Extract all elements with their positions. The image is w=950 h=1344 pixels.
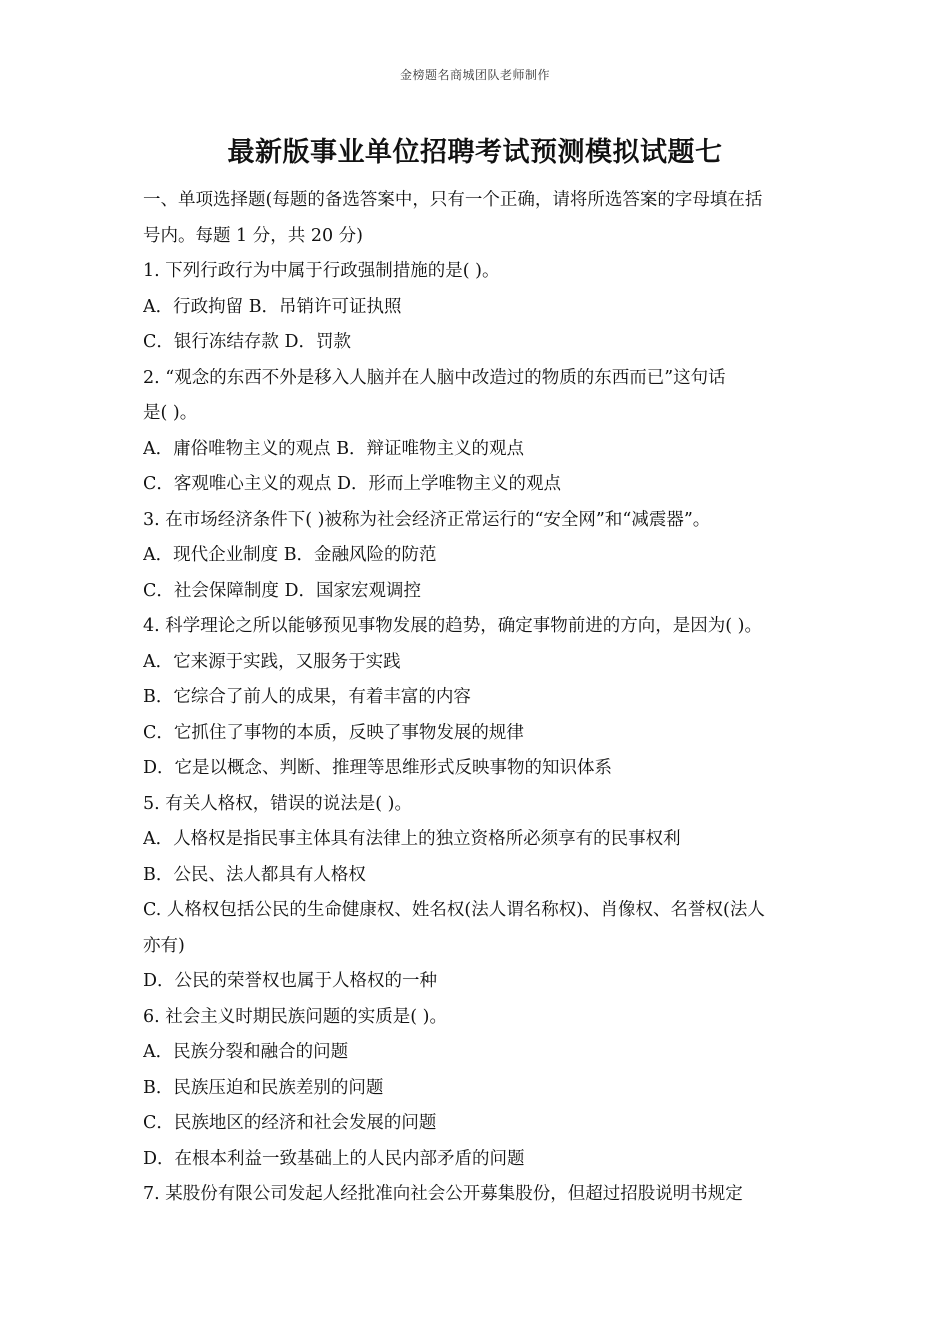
text-line: A．民族分裂和融合的问题	[143, 1042, 349, 1062]
text-line: C．它抓住了事物的本质，反映了事物发展的规律	[143, 722, 524, 743]
text-line: 一、单项选择题(每题的备选答案中，只有一个正确，请将所选答案的字母填在括	[143, 190, 763, 210]
text-line: A．现代企业制度 B．金融风险的防范	[143, 545, 437, 565]
text-line: 1. 下列行政行为中属于行政强制措施的是( )。	[143, 261, 500, 281]
text-line: D．在根本利益一致基础上的人民内部矛盾的问题	[143, 1148, 525, 1169]
document-body	[143, 183, 811, 1213]
text-line: 是( )。	[143, 403, 198, 423]
document-title: 最新版事业单位招聘考试预测模拟试题七	[227, 137, 723, 168]
text-line: 4. 科学理论之所以能够预见事物发展的趋势，确定事物前进的方向，是因为( )。	[143, 616, 762, 636]
text-line: 号内。每题 1 分，共 20 分)	[143, 225, 363, 246]
text-line: C．社会保障制度 D．国家宏观调控	[143, 580, 421, 601]
text-line: 2. “观念的东西不外是移入人脑并在人脑中改造过的物质的东西而已”这句话	[143, 367, 726, 388]
text-line: D．它是以概念、判断、推理等思维形式反映事物的知识体系	[143, 758, 613, 778]
text-line: D．公民的荣誉权也属于人格权的一种	[143, 971, 438, 991]
text-line: B．它综合了前人的成果，有着丰富的内容	[143, 687, 471, 707]
text-line: B．民族压迫和民族差别的问题	[143, 1077, 384, 1098]
text-line: B．公民、法人都具有人格权	[143, 864, 366, 885]
text-line: 亦有)	[143, 935, 185, 956]
text-line: 6. 社会主义时期民族问题的实质是( )。	[143, 1006, 447, 1027]
text-line: A．它来源于实践，又服务于实践	[143, 651, 401, 672]
text-line: 7. 某股份有限公司发起人经批准向社会公开募集股份，但超过招股说明书规定	[143, 1184, 743, 1204]
text-line: A．行政拘留 B．吊销许可证执照	[143, 296, 402, 317]
page-header: 金榜题名商城团队老师制作	[399, 68, 550, 82]
text-line: A．人格权是指民事主体具有法律上的独立资格所必须享有的民事权利	[143, 829, 681, 849]
text-line: A．庸俗唯物主义的观点 B．辩证唯物主义的观点	[143, 438, 525, 459]
text-line: C．银行冻结存款 D．罚款	[143, 332, 351, 352]
text-line: 5. 有关人格权，错误的说法是( )。	[143, 793, 412, 814]
text-line: 3. 在市场经济条件下( )被称为社会经济正常运行的“安全网”和“减震器”。	[143, 509, 711, 530]
text-line: C．民族地区的经济和社会发展的问题	[143, 1113, 437, 1133]
text-line: C．客观唯心主义的观点 D．形而上学唯物主义的观点	[143, 474, 561, 494]
text-line: C. 人格权包括公民的生命健康权、姓名权(法人谓名称权)、肖像权、名誉权(法人	[143, 900, 765, 920]
